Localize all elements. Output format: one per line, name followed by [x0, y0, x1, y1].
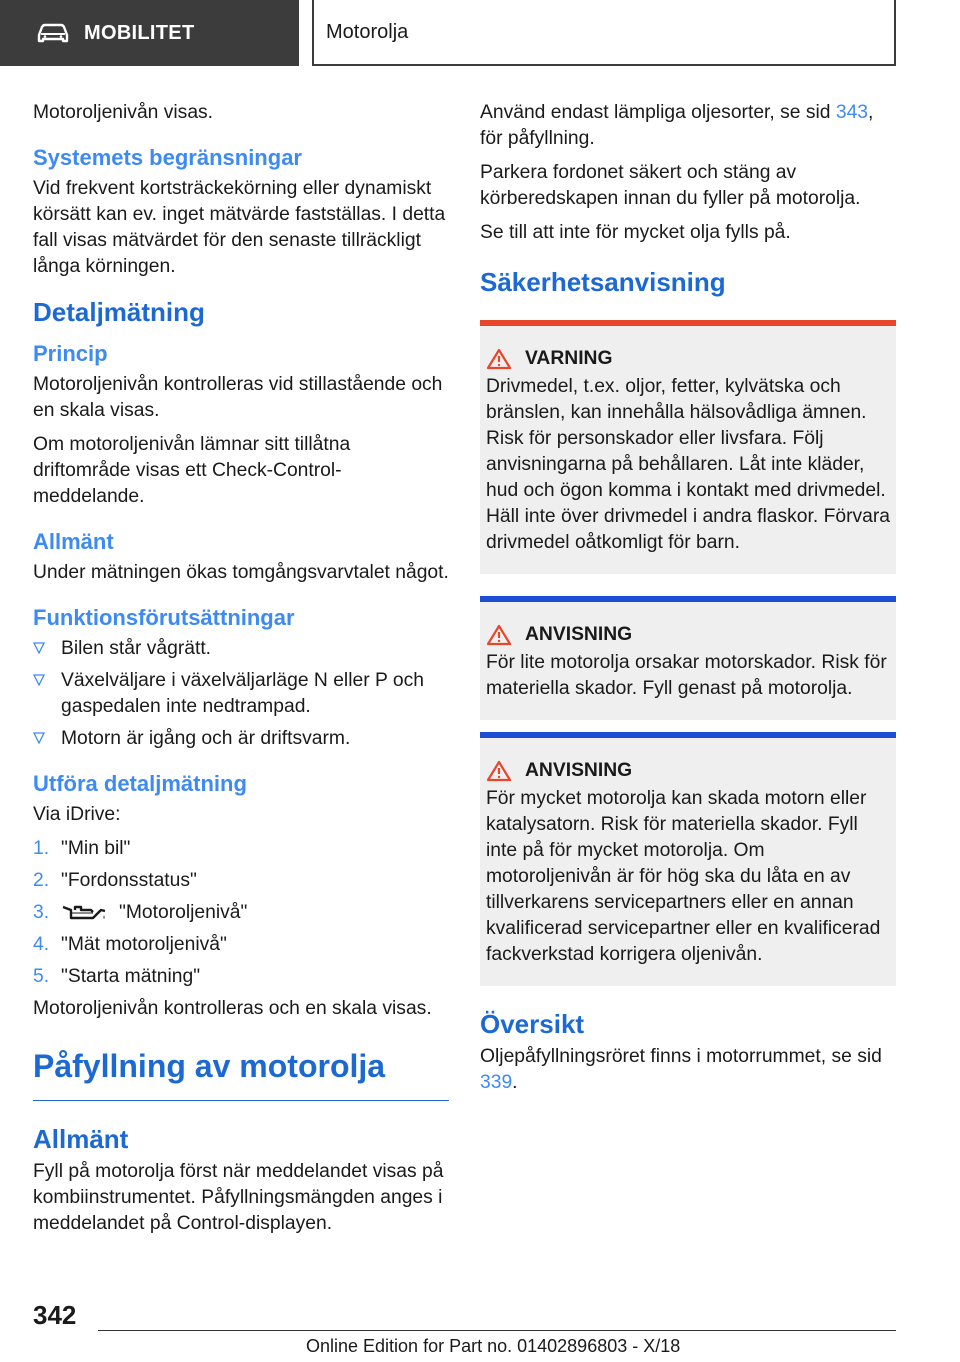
- notice-title-1: ANVISNING: [486, 624, 890, 646]
- notice-title-2: ANVISNING: [486, 760, 890, 782]
- list-item: 2. "Fordonsstatus": [33, 870, 197, 891]
- heading-allmant-2: Allmänt: [33, 1124, 129, 1154]
- car-icon: [36, 22, 70, 44]
- warning-box: [480, 320, 896, 574]
- left-column: [33, 100, 449, 1245]
- conditions-list: [33, 636, 449, 752]
- notice-box-2: [480, 732, 896, 986]
- oil-can-icon: [61, 902, 107, 924]
- header-section-tab: [0, 0, 299, 66]
- overview-text: Oljepåfyllningsröret finns i motorrummet, se sid 339.: [480, 1046, 882, 1093]
- list-item: Bilen står vågrätt.: [33, 636, 449, 662]
- warning-triangle-icon: [486, 624, 512, 646]
- header-topic-label: Motorolja: [326, 20, 409, 43]
- list-item: Motorn är igång och är driftsvarm.: [33, 726, 449, 752]
- list-item: 3. "Motoroljenivå": [33, 902, 248, 923]
- oil-type-text: Använd endast lämpliga oljesorter, se sid 343, för påfyllning.: [480, 102, 874, 149]
- fill-text: Fyll på motorolja först när meddelandet visas på kombiinstrumentet. Påfyllningsmängden anges i meddelandet på Control-displayen.: [33, 1161, 444, 1234]
- not-too-much-text: Se till att inte för mycket olja fylls på.: [480, 222, 791, 243]
- princip-text-2: Om motoroljenivån lämnar sitt tillåtna driftområde visas ett Check-Control-meddelande.: [33, 434, 351, 507]
- princip-text-1: Motoroljenivån kontrolleras vid stillastående och en skala visas.: [33, 374, 443, 421]
- heading-allmant: Allmänt: [33, 529, 114, 554]
- page-link-343[interactable]: 343: [835, 102, 869, 123]
- heading-fill: Påfyllning av motorolja: [33, 1046, 449, 1101]
- edition-text: Online Edition for Part no. 01402896803 - X/18: [306, 1336, 681, 1356]
- warning-text: Drivmedel, t.ex. oljor, fetter, kylvätska och bränslen, kan innehålla hälsovådliga ämnen. Risk för personskador eller livsfara. Följ anvisningarna på behållaren. Låt inte kläder, hud och ögon komma i kontakt med drivmedel. Häll inte över drivmedel i andra flaskor. Förvara drivmedel oåtkomligt för barn.: [486, 376, 891, 553]
- list-item: Växelväljare i växelväljarläge N eller P och gaspedalen inte nedtrampad.: [33, 668, 449, 720]
- header-topic-tab: [312, 0, 896, 66]
- triangle-bullet-icon: [33, 674, 45, 686]
- warning-triangle-icon: [486, 348, 512, 370]
- notice-text-1: För lite motorolja orsakar motorskador. Risk för materiella skador. Fyll genast på motorolja.: [486, 652, 887, 699]
- limits-text: Vid frekvent kortsträckekörning eller dynamiskt körsätt kan ev. inget mätvärde fastställas. I detta fall visas mätvärdet för den senaste tillräckligt långa körningen.: [33, 178, 446, 277]
- via-text: Via iDrive:: [33, 804, 121, 825]
- notice-text-2: För mycket motorolja kan skada motorn eller katalysatorn. Risk för materiella skador. Fyll inte på för mycket motorolja. Om motoroljenivån är för hög ska du låta en av tillverkarens servicepartners eller en annan kvalificerad servicepartner eller en kvalificerad fackverkstad korrigera oljenivån.: [486, 788, 881, 965]
- heading-funk: Funktionsförutsättningar: [33, 605, 295, 630]
- list-item: 4. "Mät motoroljenivå": [33, 934, 227, 955]
- intro-text: Motoroljenivån visas.: [33, 102, 214, 123]
- warning-title: VARNING: [486, 348, 890, 370]
- result-text: Motoroljenivån kontrolleras och en skala visas.: [33, 998, 432, 1019]
- allmant-text: Under mätningen ökas tomgångsvarvtalet något.: [33, 562, 449, 583]
- page-link-339[interactable]: 339: [480, 1072, 513, 1093]
- list-item: 1. "Min bil": [33, 838, 131, 859]
- warning-triangle-icon: [486, 760, 512, 782]
- heading-oversikt: Översikt: [480, 1009, 585, 1039]
- heading-limits: Systemets begränsningar: [33, 145, 302, 170]
- triangle-bullet-icon: [33, 642, 45, 654]
- steps-list: [33, 836, 449, 990]
- heading-utfora: Utföra detaljmätning: [33, 771, 247, 796]
- footer-divider: [98, 1330, 896, 1331]
- heading-princip: Princip: [33, 341, 108, 366]
- heading-detail: Detaljmätning: [33, 297, 205, 327]
- park-text: Parkera fordonet säkert och stäng av körberedskapen innan du fyller på motorolja.: [480, 162, 861, 209]
- list-item: 5. "Starta mätning": [33, 966, 201, 987]
- heading-safety: Säkerhetsanvisning: [480, 267, 726, 297]
- page-number: 342: [33, 1300, 77, 1330]
- header-section-label: MOBILITET: [84, 21, 195, 44]
- right-column: [480, 100, 896, 1104]
- triangle-bullet-icon: [33, 732, 45, 744]
- notice-box-1: [480, 596, 896, 720]
